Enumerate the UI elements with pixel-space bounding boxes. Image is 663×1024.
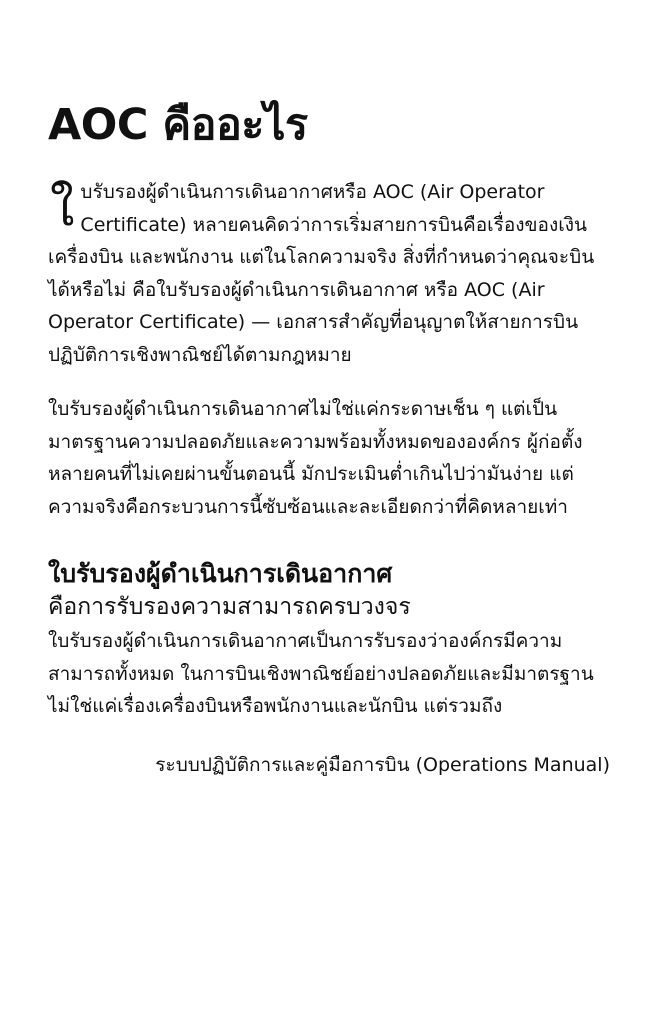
body-paragraph-3: ใบรับรองผู้ดำเนินการเดินอากาศเป็นการรับรองว่าองค์กรมีความสามารถทั้งหมด ในการบินเชิงพาณิชย์อย่างปลอดภัยและมีมาตรฐาน ไม่ใช่แค่เรื่องเครื่องบินหรือพนักงานและนักบิน แต่รวมถึง: [48, 630, 594, 717]
section-subheading: คือการรับรองความสามารถครบวงจร: [48, 594, 411, 620]
article-title: AOC คืออะไร: [48, 100, 308, 150]
list-item: ระบบปฏิบัติการและคู่มือการบิน (Operations Manual): [155, 753, 610, 776]
section-heading: ใบรับรองผู้ดำเนินการเดินอากาศ: [48, 559, 393, 588]
intro-text: บรับรองผู้ดำเนินการเดินอากาศหรือ AOC (Air Operator Certificate) หลายคนคิดว่าการเริ่มสายการบินคือเรื่องของเงิน เครื่องบิน และพนักงาน แต่ในโลกความจริง สิ่งที่กำหนดว่าคุณจะบินได้หรือไม่ คือใบรับรองผู้ดำเนินการเดินอากาศ หรือ AOC (Air Operator Certificate) — เอกสารสำคัญที่อนุญาตให้สายการบินปฏิบัติการเชิงพาณิชย์ได้ตามกฎหมาย: [48, 181, 595, 366]
drop-cap: ใ: [50, 179, 75, 237]
body-paragraph-2: ใบรับรองผู้ดำเนินการเดินอากาศไม่ใช่แค่กระดาษเช็น ๆ แต่เป็นมาตรฐานความปลอดภัยและความพร้อมทั้งหมดขององค์กร ผู้ก่อตั้งหลายคนที่ไม่เคยผ่านขั้นตอนนี้ มักประเมินต่ำเกินไปว่ามันง่าย แต่ความจริงคือกระบวนการนี้ซับซ้อนและละเอียดกว่าที่คิดหลายเท่า: [48, 398, 583, 518]
intro-paragraph: [48, 176, 616, 371]
article: [48, 96, 616, 781]
